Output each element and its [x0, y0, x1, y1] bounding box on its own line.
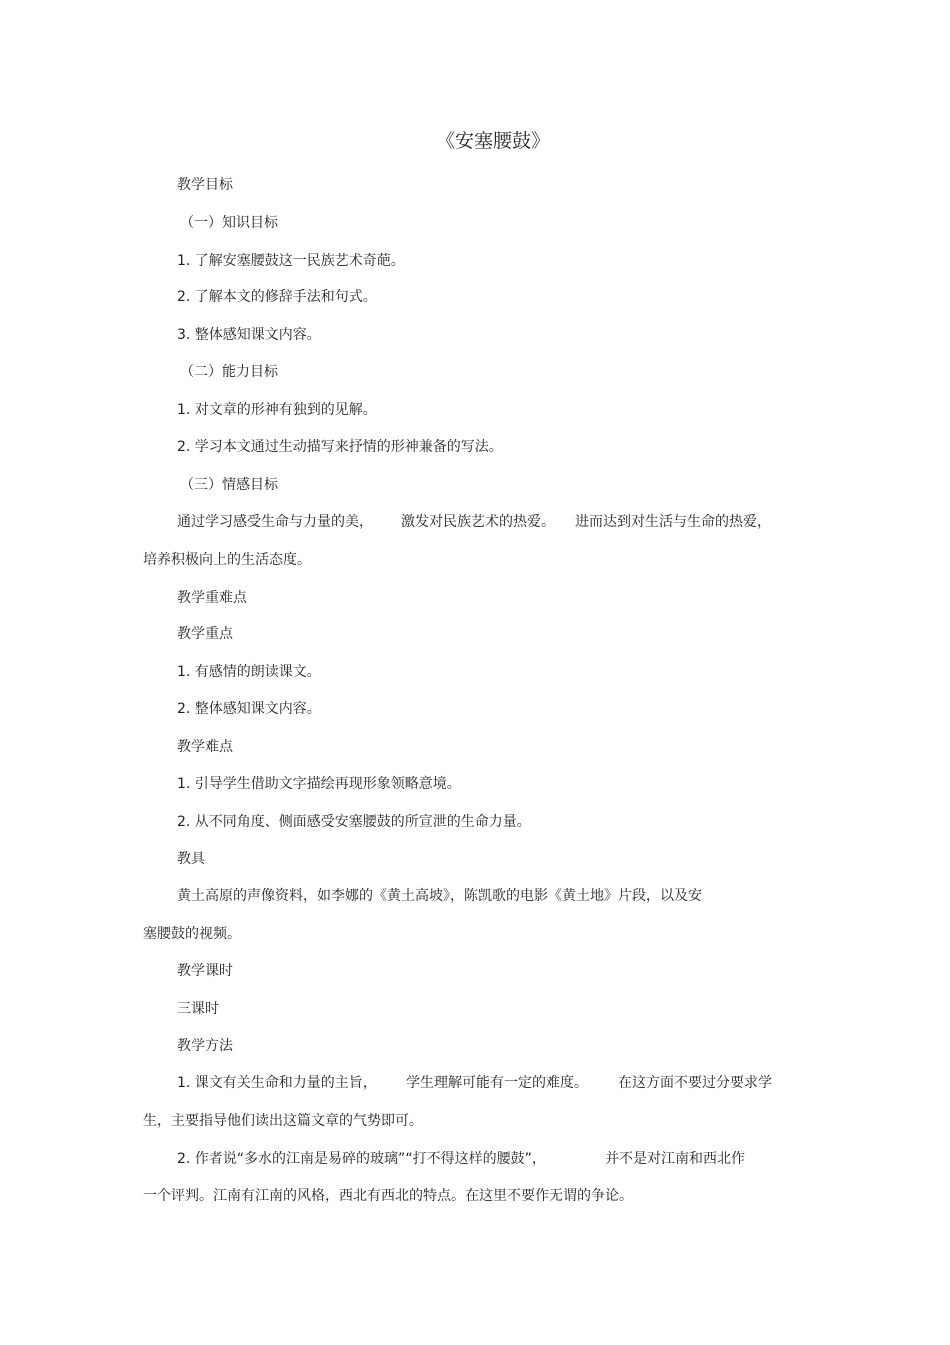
key-point-item: 2. 整体感知课文内容。	[177, 701, 321, 717]
knowledge-heading: （一）知识目标	[180, 215, 278, 231]
knowledge-item: 1. 了解安塞腰鼓这一民族艺术奇葩。	[177, 253, 405, 269]
hours-value: 三课时	[177, 1001, 219, 1017]
tools-para-line1: 黄土高原的声像资料，如李娜的《黄土高坡》，陈凯歌的电影《黄土地》片段，以及安	[177, 888, 702, 904]
knowledge-item: 3. 整体感知课文内容。	[177, 327, 321, 343]
difficult-point-item: 2. 从不同角度、侧面感受安塞腰鼓的所宣泄的生命力量。	[177, 814, 531, 830]
method1-line2: 生，主要指导他们读出这篇文章的气势即可。	[143, 1113, 423, 1129]
method2-line2: 一个评判。江南有江南的风格，西北有西北的特点。在这里不要作无谓的争论。	[143, 1188, 633, 1204]
ability-heading: （二）能力目标	[180, 364, 278, 380]
emotion-para-seg3: 进而达到对生活与生命的热爱，	[575, 514, 771, 530]
method2-seg2: 并不是对江南和西北作	[605, 1151, 745, 1167]
objectives-heading: 教学目标	[177, 177, 233, 193]
ability-item: 2. 学习本文通过生动描写来抒情的形神兼备的写法。	[177, 439, 503, 455]
emotion-heading: （三）情感目标	[180, 477, 278, 493]
method1-seg1: 1. 课文有关生命和力量的主旨，	[177, 1075, 377, 1091]
difficult-point-item: 1. 引导学生借助文字描绘再现形象领略意境。	[177, 776, 461, 792]
methods-heading: 教学方法	[177, 1038, 233, 1054]
hours-heading: 教学课时	[177, 963, 233, 979]
emotion-para-seg1: 通过学习感受生命与力量的美，	[177, 514, 373, 530]
method2-seg1: 2. 作者说“多水的江南是易碎的玻璃”“打不得这样的腰鼓”，	[177, 1151, 546, 1167]
ability-item: 1. 对文章的形神有独到的见解。	[177, 402, 377, 418]
knowledge-item: 2. 了解本文的修辞手法和句式。	[177, 289, 377, 305]
method1-seg2: 学生理解可能有一定的难度。	[406, 1075, 588, 1091]
difficult-heading: 教学难点	[177, 739, 233, 755]
document-title: 《安塞腰鼓》	[435, 130, 550, 152]
key-difficult-heading: 教学重难点	[177, 590, 247, 606]
tools-heading: 教具	[177, 851, 205, 867]
emotion-para-line2: 培养积极向上的生活态度。	[143, 552, 311, 568]
key-point-item: 1. 有感情的朗读课文。	[177, 664, 321, 680]
emotion-para-seg2: 激发对民族艺术的热爱。	[401, 514, 555, 530]
key-points-heading: 教学重点	[177, 626, 233, 642]
tools-para-line2: 塞腰鼓的视频。	[143, 926, 241, 942]
method1-seg3: 在这方面不要过分要求学	[618, 1075, 772, 1091]
